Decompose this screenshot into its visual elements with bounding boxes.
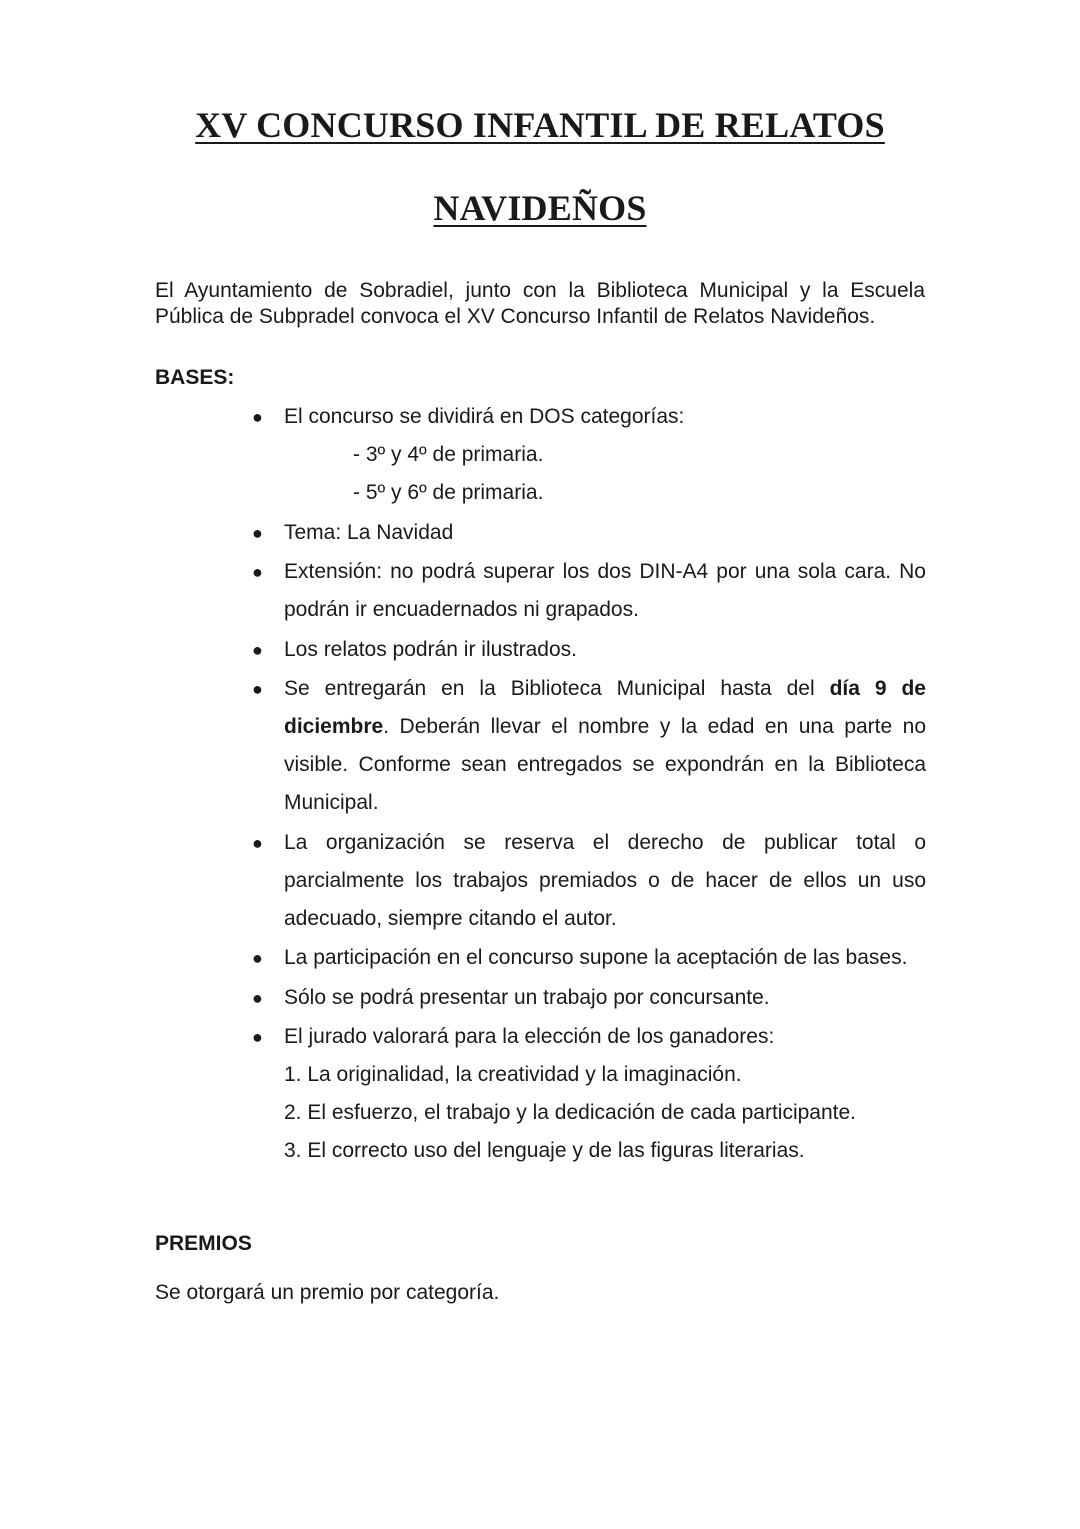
bullet-icon: ●: [252, 562, 263, 582]
premios-heading: PREMIOS: [155, 1232, 252, 1255]
rule-item-categories: [250, 398, 926, 514]
rule-text: Extensión: no podrá superar los dos DIN-A4 por una sola cara. No podrán ir encuadernados ni grapados.: [284, 560, 926, 621]
deadline-date: día 9 de diciembre: [284, 677, 926, 738]
category-item: - 5º y 6º de primaria.: [353, 481, 544, 504]
rule-text: Tema: La Navidad: [284, 520, 454, 544]
rule-item-illustrated: [250, 631, 926, 671]
rule-text-pre: Se entregarán en la Biblioteca Municipal hasta del: [284, 677, 830, 700]
rules-list: [250, 398, 926, 1172]
bullet-icon: ●: [252, 1027, 263, 1047]
criteria-item: 3. El correcto uso del lenguaje y de las figuras literarias.: [284, 1139, 805, 1162]
rule-item-length: [250, 553, 926, 631]
document-title-line-2: NAVIDEÑOS: [433, 188, 647, 228]
criteria-item: 1. La originalidad, la creatividad y la imaginación.: [284, 1063, 742, 1086]
rule-text-post: . Deberán llevar el nombre y la edad en una parte no visible. Conforme sean entregados se expondrán en la Biblioteca Municipal.: [284, 715, 926, 814]
bullet-icon: ●: [252, 832, 263, 853]
premios-text: Se otorgará un premio por categoría.: [155, 1281, 500, 1304]
category-item: - 3º y 4º de primaria.: [353, 443, 544, 466]
rule-text: El jurado valorará para la elección de los ganadores:: [284, 1025, 775, 1048]
criteria-sublist: [284, 1056, 926, 1170]
bullet-icon: ●: [252, 948, 263, 968]
rule-item-acceptance: [250, 939, 926, 979]
rule-item-delivery: [250, 670, 926, 824]
intro-paragraph: El Ayuntamiento de Sobradiel, junto con la Biblioteca Municipal y la Escuela Pública de Subpradel convoca el XV Concurso Infantil de Relatos Navideños.: [155, 279, 925, 328]
rule-text: La organización se reserva el derecho de publicar total o parcialmente los trabajos premiados o de hacer de ellos un uso adecuado, siempre citando el autor.: [284, 830, 926, 930]
bullet-icon: ●: [252, 679, 263, 699]
bullet-icon: ●: [252, 522, 263, 543]
rule-item-one-entry: [250, 979, 926, 1019]
rule-item-jury: [250, 1018, 926, 1172]
bases-heading: BASES:: [155, 366, 235, 389]
bullet-icon: ●: [252, 987, 263, 1008]
criteria-item: 2. El esfuerzo, el trabajo y la dedicación de cada participante.: [284, 1101, 857, 1124]
rule-text: El concurso se dividirá en DOS categorías:: [284, 405, 685, 428]
categories-sublist: [284, 436, 926, 512]
bullet-icon: ●: [252, 407, 263, 427]
bullet-icon: ●: [252, 639, 263, 660]
rule-text: La participación en el concurso supone la aceptación de las bases.: [284, 946, 908, 969]
document-title-line-1: XV CONCURSO INFANTIL DE RELATOS: [195, 105, 885, 145]
rule-text: Sólo se podrá presentar un trabajo por concursante.: [284, 985, 770, 1009]
rule-item-publication: [250, 824, 926, 940]
rule-text: Los relatos podrán ir ilustrados.: [284, 637, 577, 661]
rule-item-theme: [250, 514, 926, 554]
